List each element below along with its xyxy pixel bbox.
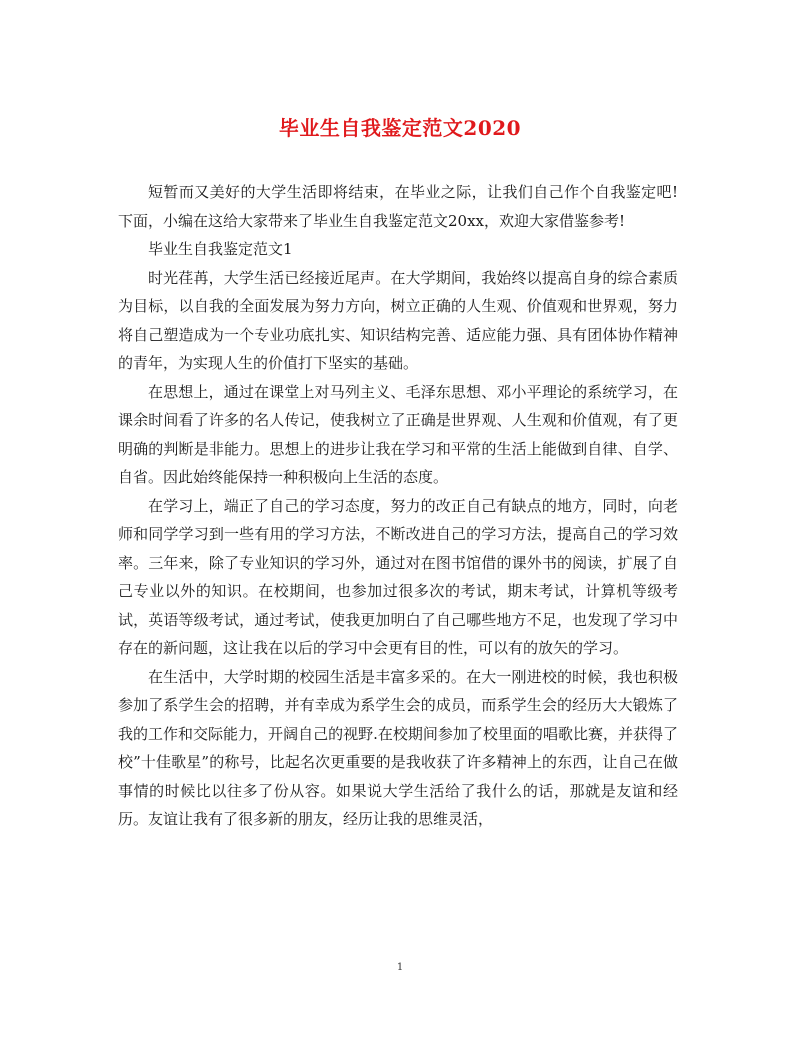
document-title: 毕业生自我鉴定范文2020 xyxy=(278,116,522,140)
intro-paragraph: 短暂而又美好的大学生活即将结束，在毕业之际，让我们自己作个自我鉴定吧!下面，小编在这给大家带来了毕业生自我鉴定范文20xx，欢迎大家借鉴参考! xyxy=(118,183,678,230)
page-number: 1 xyxy=(396,962,404,973)
body-paragraph: 在生活中，大学时期的校园生活是丰富多采的。在大一刚进校的时候，我也积极参加了系学生会的招聘，并有幸成为系学生会的成员，而系学生会的经历大大锻炼了我的工作和交际能力，开阔自己的视野.在校期间参加了校里面的唱歌比赛，并获得了校”十佳歌星”的称号，比起名次更重要的是我收获了许多精神上的东西，让自己在做事情的时候比以往多了份从容。如果说大学生活给了我什么的话，那就是友谊和经历。友谊让我有了很多新的朋友，经历让我的思维灵活， xyxy=(118,667,678,828)
body-paragraph: 在学习上，端正了自己的学习态度，努力的改正自己有缺点的地方，同时，向老师和同学学习到一些有用的学习方法，不断改进自己的学习方法，提高自己的学习效率。三年来，除了专业知识的学习外，通过对在图书馆借的课外书的阅读，扩展了自己专业以外的知识。在校期间，也参加过很多次的考试，期末考试，计算机等级考试，英语等级考试，通过考试，使我更加明白了自己哪些地方不足，也发现了学习中存在的新问题，这让我在以后的学习中会更有目的性，可以有的放矢的学习。 xyxy=(118,496,678,657)
section-heading: 毕业生自我鉴定范文1 xyxy=(148,240,293,258)
document-body xyxy=(118,178,678,834)
body-paragraph: 时光荏苒，大学生活已经接近尾声。在大学期间，我始终以提高自身的综合素质为目标，以自我的全面发展为努力方向，树立正确的人生观、价值观和世界观，努力将自己塑造成为一个专业功底扎实、知识结构完善、适应能力强、具有团体协作精神的青年，为实现人生的价值打下坚实的基础。 xyxy=(118,268,678,372)
body-paragraph: 在思想上，通过在课堂上对马列主义、毛泽东思想、邓小平理论的系统学习，在课余时间看了许多的名人传记，使我树立了正确是世界观、人生观和价值观，有了更明确的判断是非能力。思想上的进步让我在学习和平常的生活上能做到自律、自学、自省。因此始终能保持一种积极向上生活的态度。 xyxy=(118,382,678,486)
